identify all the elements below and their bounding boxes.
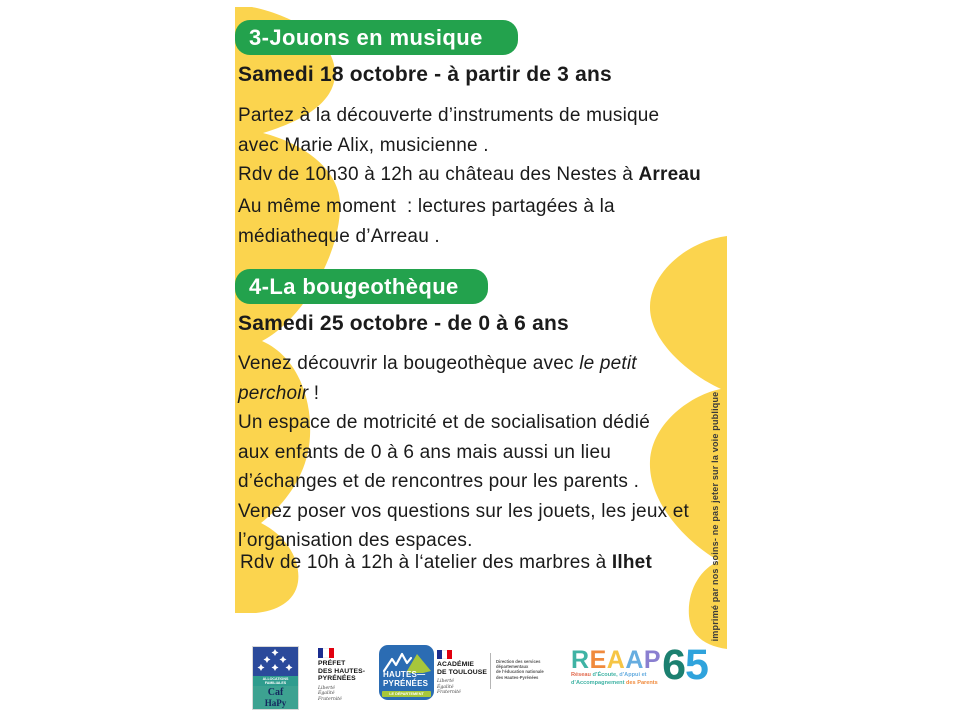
event4-intro-suffix: ! bbox=[308, 382, 320, 404]
reaap-digits-65 bbox=[662, 641, 708, 689]
academie-motto bbox=[437, 679, 489, 695]
prefet-line-1: PRÉFET bbox=[318, 660, 346, 667]
event4-line-1: Un espace de motricité et de socialisation dédié bbox=[238, 412, 650, 433]
event4-date: Samedi 25 octobre - de 0 à 6 ans bbox=[238, 312, 569, 335]
section-title-text: 4-La bougeothèque bbox=[249, 273, 459, 299]
event3-note-line-1: Au même moment : lectures partagées à la bbox=[238, 196, 615, 217]
reaap-tag-word: d’Appui et bbox=[619, 672, 647, 678]
event4-line-3: d’échanges et de rencontres pour les parents . bbox=[238, 471, 640, 492]
reaap-digit-5: 5 bbox=[684, 641, 708, 689]
section-title-text: 3-Jouons en musique bbox=[249, 24, 483, 50]
event4-rdv-place: Ilhet bbox=[611, 552, 652, 573]
departement-name bbox=[383, 671, 428, 688]
event4-line-5: l’organisation des espaces. bbox=[238, 530, 473, 551]
french-flag-icon bbox=[437, 650, 452, 659]
caf-name-hapy: HaPy bbox=[264, 698, 287, 708]
event4-line-4: Venez poser vos questions sur les jouets, les jeux et bbox=[238, 500, 690, 522]
reaap-digit-6: 6 bbox=[662, 641, 685, 689]
caf-name bbox=[253, 686, 298, 709]
motto-fraternite: Fraternité bbox=[318, 696, 342, 702]
event3-rdv-text: Rdv de 10h30 à 12h au château des Nestes à bbox=[238, 164, 639, 185]
motto-egalite: Égalité bbox=[318, 691, 335, 697]
print-notice-vertical: imprimé par nos soins- ne pas jeter sur la voie publique bbox=[710, 391, 720, 642]
academie-line-1: ACADÉMIE bbox=[437, 661, 475, 668]
reaap65-logo bbox=[571, 641, 708, 689]
prefet-motto bbox=[318, 686, 378, 702]
dsden-line-1: Direction des services départementaux bbox=[496, 659, 541, 670]
reaap-letter: R bbox=[571, 646, 590, 674]
caf-hapy-logo bbox=[252, 646, 299, 710]
event3-line-1: Partez à la découverte d’instruments de musique bbox=[238, 105, 660, 126]
departement-banner: LE DÉPARTEMENT bbox=[382, 691, 431, 697]
caf-name-caf: Caf bbox=[267, 687, 284, 698]
reaap-tag-word: des Parents bbox=[626, 679, 658, 686]
reaap-letter: E bbox=[589, 646, 607, 674]
reaap-letter: A bbox=[606, 646, 626, 674]
motto-egalite: Égalité bbox=[437, 684, 454, 690]
motto-liberte: Liberté bbox=[318, 685, 335, 691]
departement-line-2: PYRÉNÉES bbox=[383, 678, 429, 688]
prefet-line-2: DES HAUTES- bbox=[318, 667, 366, 675]
caf-band-label: ALLOCATIONS FAMILIALES bbox=[253, 676, 298, 686]
event4-intro-text: Venez découvrir la bougeothèque avec bbox=[238, 353, 580, 374]
hautes-pyrenees-departement-logo bbox=[379, 645, 434, 700]
dsden-line-2: de l’éducation nationale bbox=[496, 669, 544, 675]
reaap-letter: A bbox=[625, 646, 644, 674]
event3-rdv-place: Arreau bbox=[638, 164, 701, 185]
reaap-letter: P bbox=[643, 646, 662, 674]
footer-divider-line bbox=[490, 653, 491, 689]
dsden-text-block bbox=[496, 659, 566, 680]
french-flag-icon bbox=[318, 648, 334, 658]
reaap-tag-word: d’Écoute, bbox=[592, 672, 620, 678]
event3-note-line-2: médiatheque d’Arreau . bbox=[238, 225, 440, 247]
reaap65-wordmark bbox=[571, 641, 708, 689]
prefet-line-3: PYRÉNÉES bbox=[318, 675, 356, 683]
motto-liberte: Liberté bbox=[437, 679, 454, 685]
prefet-hautes-pyrenees-logo bbox=[318, 648, 378, 702]
motto-fraternite: Fraternité bbox=[437, 690, 461, 695]
event3-line-2: avec Marie Alix, musicienne . bbox=[238, 134, 489, 156]
academie-toulouse-logo bbox=[437, 650, 489, 695]
departement-line-1: HAUTES— bbox=[383, 670, 426, 679]
event4-rdv-text: Rdv de 10h à 12h à l‘atelier des marbres à bbox=[240, 552, 612, 573]
reaap-tag-word: Réseau bbox=[571, 672, 593, 678]
event4-line-2: aux enfants de 0 à 6 ans mais aussi un lieu bbox=[238, 441, 611, 463]
reaap-tag-word: d’Accompagnement bbox=[571, 679, 627, 686]
reaap-letters bbox=[571, 648, 661, 673]
dsden-line-3: des Hautes-Pyrénées bbox=[496, 674, 539, 680]
event4-intro-italic2: perchoir bbox=[238, 382, 309, 404]
caf-family-icon bbox=[253, 647, 298, 676]
academie-line-2: DE TOULOUSE bbox=[437, 668, 488, 676]
event3-date: Samedi 18 octobre - à partir de 3 ans bbox=[238, 63, 612, 86]
event4-intro-italic: le petit bbox=[579, 353, 637, 374]
